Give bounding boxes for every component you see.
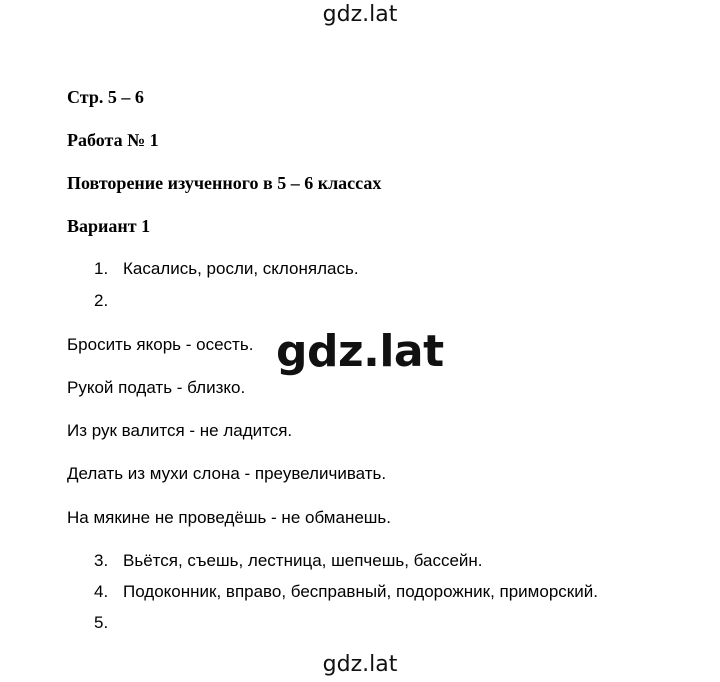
list-item-number: 4. (94, 582, 109, 601)
watermark-bottom: gdz.lat (322, 652, 398, 677)
idiom-line: Бросить якорь - осесть. (67, 335, 254, 354)
page-reference: Стр. 5 – 6 (67, 87, 144, 107)
variant-heading: Вариант 1 (67, 216, 151, 236)
list-item (94, 582, 598, 602)
topic-heading: Повторение изученного в 5 – 6 классах (67, 173, 382, 193)
list-item-number: 1. (94, 259, 109, 278)
list-item (94, 551, 483, 571)
idiom-line: На мякине не проведёшь - не обманешь. (67, 508, 392, 527)
list-item-text: Подоконник, вправо, бесправный, подорожник, приморский. (123, 582, 598, 601)
list-item-number: 3. (94, 551, 109, 570)
work-title: Работа № 1 (67, 130, 159, 150)
watermark-center: gdz.lat (276, 326, 444, 377)
idiom-line: Делать из мухи слона - преувеличивать. (67, 464, 387, 483)
list-item-text: Вьётся, съешь, лестница, шепчешь, бассейн. (123, 551, 483, 570)
list-item-number: 2. (94, 291, 109, 310)
list-item (94, 291, 123, 311)
idiom-line: Из рук валится - не ладится. (67, 421, 293, 440)
watermark-top: gdz.lat (322, 2, 398, 27)
list-item-text: Касались, росли, склонялась. (123, 259, 359, 278)
list-item-number: 5. (94, 613, 109, 632)
list-item (94, 613, 123, 633)
list-item (94, 259, 359, 279)
idiom-line: Рукой подать - близко. (67, 378, 246, 397)
